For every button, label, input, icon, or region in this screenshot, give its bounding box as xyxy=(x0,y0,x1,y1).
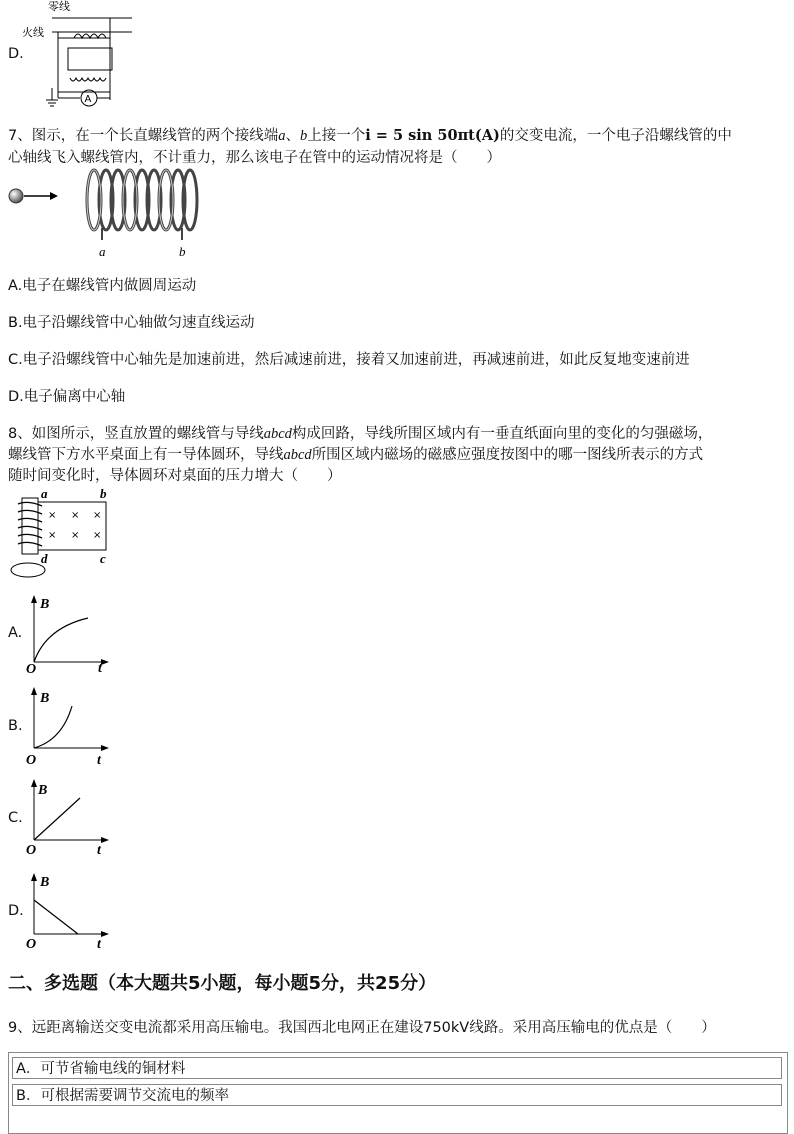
corner-c-label: c xyxy=(100,551,106,566)
conductor-ring xyxy=(11,563,45,577)
x-axis-label: t xyxy=(97,843,101,858)
origin-label: O xyxy=(26,937,37,952)
q9-question: 9、远距离输送交变电流都采用高压输电。我国西北电网正在建设750kV线路。采用高压输电的优点是（ ） xyxy=(8,1020,716,1036)
ammeter-label: A xyxy=(84,94,92,105)
q8-abcd: abcd xyxy=(283,447,312,463)
q8-text: 8、如图所示，竖直放置的螺线管与导线 xyxy=(8,426,264,442)
q7-separator: 、 xyxy=(285,128,300,144)
field-cross: × xyxy=(48,530,57,541)
q9-option-a[interactable]: A．可节省输电线的铜材料 xyxy=(12,1057,782,1079)
q7-text: 上接一个 xyxy=(307,128,366,144)
q8-option-d-graph xyxy=(24,870,114,952)
electron-ball-icon xyxy=(9,189,23,203)
origin-label: O xyxy=(26,843,37,858)
line-increasing xyxy=(34,798,80,840)
corner-a-label: a xyxy=(41,486,48,501)
q8-option-c-graph xyxy=(24,778,114,860)
q8-abcd: abcd xyxy=(263,426,292,442)
curve-accelerating xyxy=(34,706,72,748)
q8-option-a-graph xyxy=(24,592,114,674)
q7-solenoid-figure xyxy=(6,162,206,262)
q7-text: 的交变电流，一个电子沿螺线管的中 xyxy=(499,128,732,144)
live-line-label: 火线 xyxy=(22,26,44,39)
q7-question-line-1 xyxy=(8,126,732,146)
y-axis-label: B xyxy=(38,783,48,798)
q7-terminal-b: b xyxy=(299,128,308,144)
q7-current-formula: i = 5 sin 50πt(A) xyxy=(365,127,500,144)
q8-option-b-graph xyxy=(24,686,114,768)
field-cross: × xyxy=(93,530,102,541)
field-cross: × xyxy=(48,510,57,521)
q7-text: 7、图示，在一个长直螺线管的两个接线端 xyxy=(8,128,279,144)
q8-option-b-label: B. xyxy=(8,718,23,734)
q7-option-b: B.电子沿螺线管中心轴做匀速直线运动 xyxy=(8,315,255,331)
x-axis-label: t xyxy=(97,937,101,952)
y-axis-label: B xyxy=(40,875,50,890)
q8-question-line-3: 随时间变化时，导体圆环对桌面的压力增大（ ） xyxy=(8,468,342,484)
y-axis-label: B xyxy=(40,597,50,612)
curve-saturating xyxy=(34,618,88,662)
q7-terminal-a: a xyxy=(278,128,286,144)
q9-option-b[interactable]: B．可根据需要调节交流电的频率 xyxy=(12,1084,782,1106)
q8-text: 构成回路，导线所围区域内有一垂直纸面向里的变化的匀强磁场， xyxy=(291,426,713,442)
q9-options-table xyxy=(8,1052,788,1134)
q8-text: 螺线管下方水平桌面上有一导体圆环，导线 xyxy=(8,447,284,463)
x-axis-label: t xyxy=(97,753,101,768)
q7-option-d: D.电子偏离中心轴 xyxy=(8,389,126,405)
q8-question-line-1 xyxy=(8,424,712,444)
field-cross: × xyxy=(71,510,80,521)
q7-option-a: A.电子在螺线管内做圆周运动 xyxy=(8,278,197,294)
q7-question-line-2: 心轴线飞入螺线管内，不计重力，那么该电子在管中的运动情况将是（ ） xyxy=(8,150,501,166)
q8-question-line-2 xyxy=(8,445,703,465)
section-title: 二、多选题（本大题共5小题，每小题5分，共25分） xyxy=(8,973,437,994)
q7-option-c: C.电子沿螺线管中心轴先是加速前进，然后减速前进，接着又加速前进，再减速前进，如此反复地变速前进 xyxy=(8,352,690,368)
y-axis-label: B xyxy=(40,691,50,706)
q8-option-d-label: D. xyxy=(8,903,24,919)
solenoid-terminal-b-label: b xyxy=(179,244,186,259)
origin-label: O xyxy=(26,662,37,674)
field-cross: × xyxy=(71,530,80,541)
q8-text: 所围区域内磁场的磁感应强度按图中的哪一图线所表示的方式 xyxy=(311,447,704,463)
corner-b-label: b xyxy=(100,486,107,501)
q6-option-d-circuit-figure xyxy=(20,0,140,110)
origin-label: O xyxy=(26,753,37,768)
q8-option-c-label: C. xyxy=(8,810,23,826)
field-cross: × xyxy=(93,510,102,521)
q8-circuit-figure xyxy=(8,484,118,580)
corner-d-label: d xyxy=(41,551,48,566)
q8-option-a-label: A. xyxy=(8,625,23,641)
solenoid-terminal-a-label: a xyxy=(99,244,106,259)
q6-option-d-label: D. xyxy=(8,46,24,62)
line-decreasing xyxy=(34,900,78,934)
x-axis-label: t xyxy=(98,661,102,674)
zero-line-label: 零线 xyxy=(48,0,70,13)
